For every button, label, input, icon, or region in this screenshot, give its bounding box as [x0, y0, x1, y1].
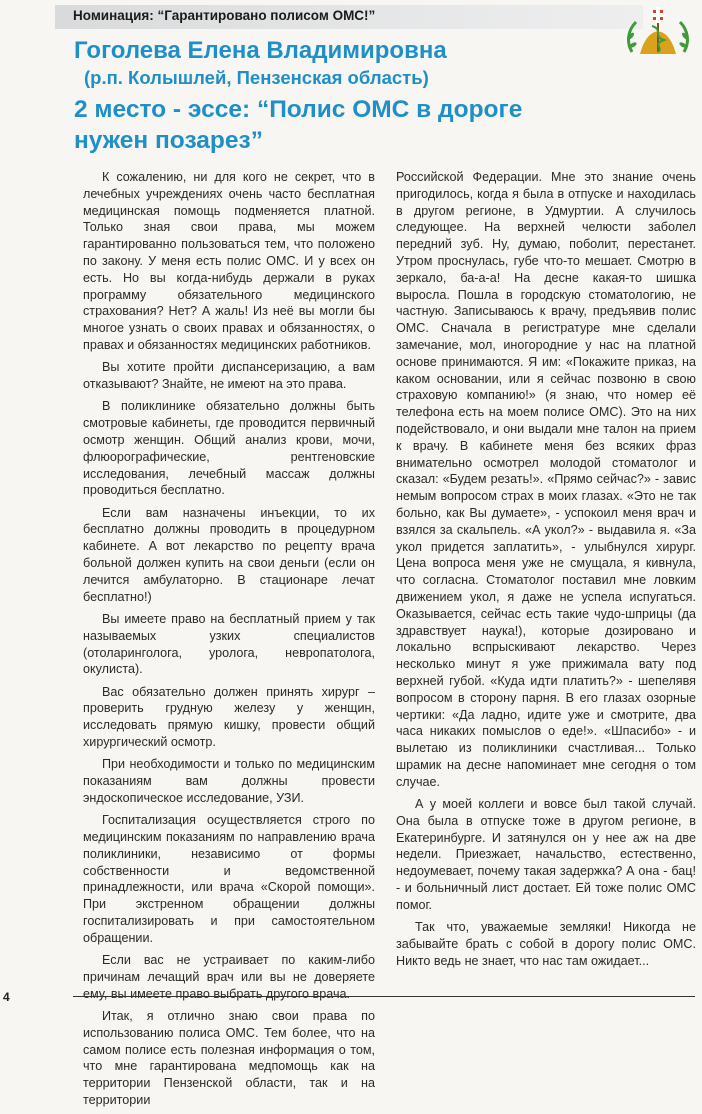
paragraph: Российской Федерации. Мне это знание очень пригодилось, когда я была в отпуске и находилась в другом регионе, в Удмуртии. А случилось следующее. На верхней челюсти заболел передний зуб. Ну, думаю, поболит, перестанет. Утром проснулась, губе что-то мешает. Смотрю в зеркало, ба-а-а! На десне какая-то шишка выросла. Пошла в городскую стоматологию, не частную. Записываюсь к врачу, предъявив полис ОМС. Сначала в регистратуре мне сделали замечание, мол, иногородние у нас на платной основе принимаются. Я им: «Покажите приказ, на каком основании, или я сейчас позвоню в свою страховую компанию!» (я знаю, что номер её телефона есть на моем полисе ОМС). Это на них подействовало, и они выдали мне талон на прием к врачу. В кабинете меня без всяких фраз внимательно осмотрел молодой стоматолог и сказал: «Будем резать!». «Прямо сейчас?» - завис немым вопросом страх в моих глазах. «Это не так больно, как Вы думаете», - успокоил меня врач и взялся за скальпель. «А укол?» - выдавила я. «За укол придется заплатить», - улыбнулся хирург. Цена вопроса меня уже не смущала, я кивнула, что согласна. Стоматолог поставил мне ловким движением укол, я даже не успела испугаться. Оказывается, сейчас есть такие чудо-шприцы (да здравствует наука!), которые дозировано и локально вспрыскивают лекарство. Через несколько минут я уже прижимала вату под верхней губой. «Куда идти платить?» - шепелявя вопросом в сторону парня. В его глазах озорные чертики: «Да ладно, идите уже и смотрите, два часа никаких помыслов о еде!». «Шпасибо» - и вылетаю из поликлиники счастливая... Только шрамик на десне напоминает мне сегодня о том случае. [396, 170, 696, 789]
paragraph: Госпитализация осуществляется строго по медицинским показаниям по направлению врача поликлиники, независимо от формы собственности и ведомственной принадлежности, или врача «Скорой помощи». При экстренном обращении должны госпитализировать и при самостоятельном обращении. [83, 813, 375, 945]
paragraph: При необходимости и только по медицинским показаниям вам должны провести эндоскопическое исследование, УЗИ. [83, 757, 375, 805]
paragraph: Так что, уважаемые земляки! Никогда не забывайте брать с собой в дорогу полис ОМС. Никто ведь не знает, что нас там ожидает... [396, 920, 696, 968]
author-place: (р.п. Колышлей, Пензенская область) [84, 67, 429, 88]
paragraph: Если вам назначены инъекции, то их бесплатно должны проводить в процедурном кабинете. А вот лекарство по рецепту врача больной должен купить на свои деньги (если он лечится амбулаторно. В стационаре лечат бесплатно!) [83, 505, 375, 604]
paragraph: Итак, я отлично знаю свои права по использованию полиса ОМС. Тем более, что на самом полисе есть полезная информация о том, что мне гарантирована медпомощь как на территории Пензенской области, так и на территории [83, 1008, 375, 1107]
footer-divider [73, 996, 695, 997]
right-column [396, 169, 696, 975]
paragraph: К сожалению, ни для кого не секрет, что в лечебных учреждениях очень часто бесплатная медицинская помощь подменяется платной. Только зная свои права, мы можем гарантированно пользоваться тем, что положено по закону. У меня есть полис ОМС. И у всех он есть. Но вы когда-нибудь держали в руках программу обязательного медицинского страхования? Нет? А жаль! Из неё вы могли бы многое узнать о своих правах и обязанностях, о правах и обязанностях медицинских работников. [83, 170, 375, 352]
paragraph: Если вас не устраивает по каким-либо причинам лечащий врач или вы не доверяете ему, вы имеете право выбрать другого врача. [83, 953, 375, 1001]
paragraph: В поликлинике обязательно должны быть смотровые кабинеты, где проводится первичный осмотр женщин. Общий анализ крови, мочи, флюорографические, рентгеновские исследования, лечебный массаж должны проводиться бесплатно. [83, 399, 375, 498]
page-number: 4 [3, 990, 10, 1004]
left-column [83, 169, 375, 1114]
author-name: Гоголева Елена Владимировна [74, 37, 447, 64]
essay-title: 2 место - эссе: “Полис ОМС в дороге нужен позарез” [74, 96, 523, 154]
paragraph: А у моей коллеги и вовсе был такой случай. Она была в отпуске тоже в другом регионе, в Екатеринбурге. И затянулся он у нее аж на две недели. Приезжает, начальство, естественно, недоумевает, почему такая задержка? А она - бац! - и больничный лист достает. Ей тоже полис ОМС помог. [396, 796, 696, 912]
paragraph: Вы хотите пройти диспансеризацию, а вам отказывают? Знайте, не имеют на это права. [83, 360, 375, 392]
paragraph: Вас обязательно должен принять хирург – проверить грудную железу у женщин, исследовать прямую кишку, провести общий хирургический осмотр. [83, 684, 375, 749]
paragraph: Вы имеете право на бесплатный прием у так называемых узких специалистов (отоларинголога, уролога, невропатолога, окулиста). [83, 611, 375, 677]
nomination-heading: Номинация: “Гарантировано полисом ОМС!” [73, 8, 376, 23]
